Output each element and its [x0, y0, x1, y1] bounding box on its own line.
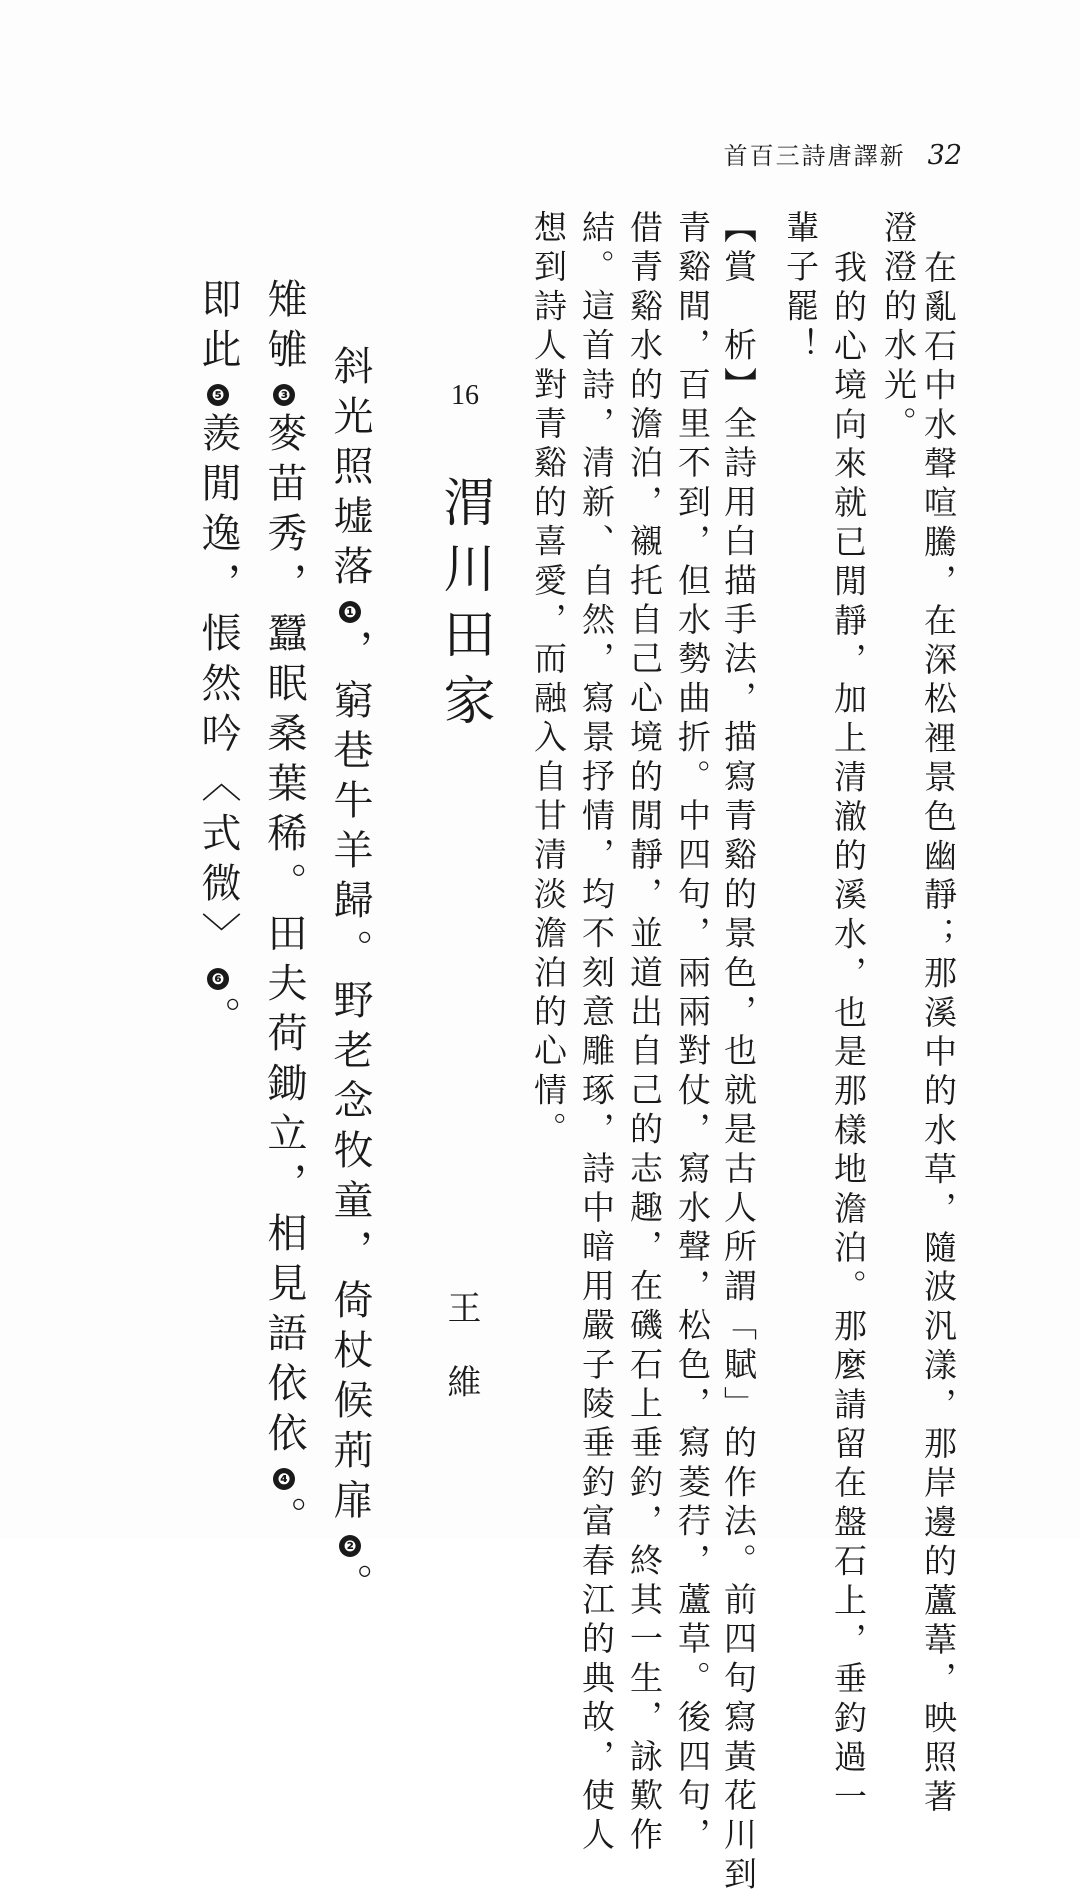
poem-title: 渭川田家 — [434, 475, 494, 739]
footnote-marker: ❷ — [339, 1535, 361, 1557]
book-title: 首百三詩唐譯新 — [723, 142, 906, 170]
appreciation-heading-line: 【賞 析】全詩用白描手法，描寫青谿的景色，也就是古人所謂「賦」的作法。前四句寫黃花川到 — [719, 210, 758, 1896]
footnote-marker: ❸ — [273, 384, 295, 406]
footnote-marker: ❹ — [273, 1468, 295, 1490]
prose-line: 想到詩人對青谿的喜愛，而融入自甘清淡澹泊的心情。 — [529, 210, 568, 1151]
poem-line: 雉雊❸麥苗秀，蠶眠桑葉稀。田夫荷鋤立，相見語依依❹。 — [261, 278, 307, 1546]
prose-line: 青谿間，百里不到，但水勢曲折。中四句，兩兩對仗，寫水聲，松色，寫菱荇，蘆草。後四句， — [673, 210, 712, 1857]
prose-line: 結。這首詩，清新、自然，寫景抒情，均不刻意雕琢，詩中暗用嚴子陵垂釣富春江的典故，使人 — [577, 210, 616, 1857]
prose-line: 輩子罷！ — [781, 210, 820, 367]
footnote-marker: ❺ — [207, 384, 229, 406]
prose-line: 借青谿水的澹泊，襯托自己心境的閒靜，並道出自己的志趣，在磯石上垂釣，終其一生，詠歎作 — [625, 210, 664, 1857]
poem-author: 王維 — [441, 1290, 481, 1438]
footnote-marker: ❻ — [207, 968, 229, 990]
prose-line: 在亂石中水聲喧騰，在深松裡景色幽靜；那溪中的水草，隨波汎漾，那岸邊的蘆葦，映照著 — [919, 250, 958, 1818]
page-header — [724, 136, 962, 172]
poem-line: 斜光照墟落❶，窮巷牛羊歸。野老念牧童，倚杖候荊扉❷。 — [327, 345, 373, 1613]
prose-line: 我的心境向來就已閒靜，加上清澈的溪水，也是那樣地澹泊。那麼請留在盤石上，垂釣過一 — [829, 250, 868, 1818]
footnote-marker: ❶ — [339, 601, 361, 623]
prose-line: 澄澄的水光。 — [879, 210, 918, 446]
page-number: 32 — [927, 140, 962, 171]
poem-number: 16 — [451, 380, 479, 411]
poem-line: 即此❺羨閒逸，悵然吟〈式微〉❻。 — [195, 278, 241, 1046]
